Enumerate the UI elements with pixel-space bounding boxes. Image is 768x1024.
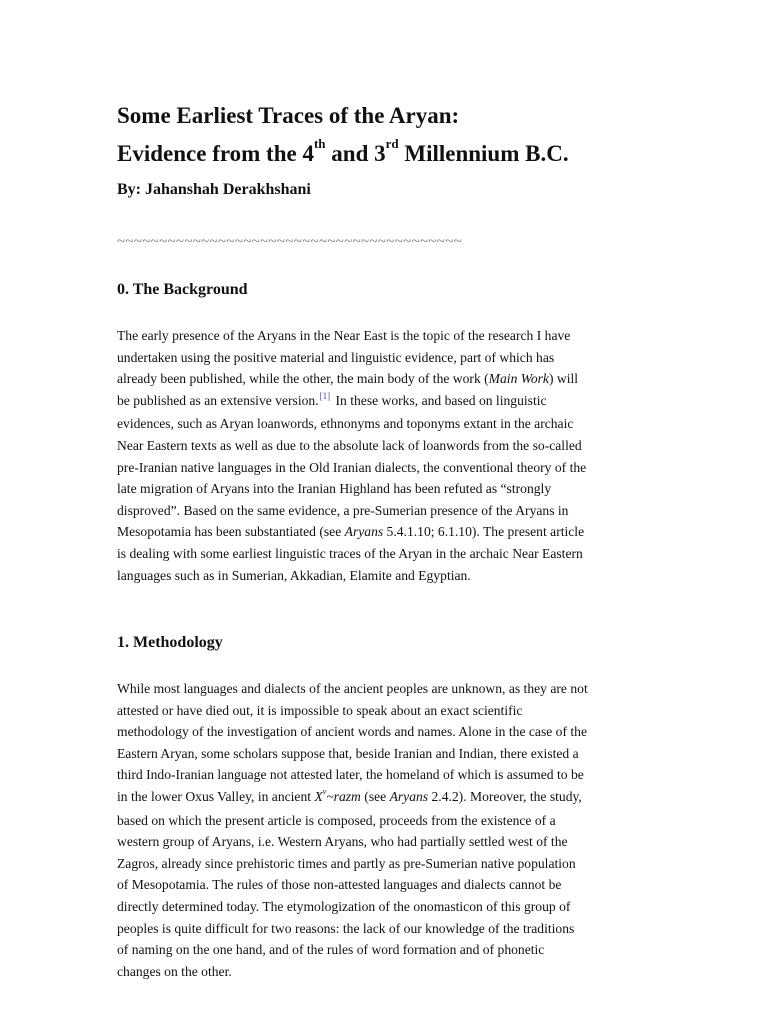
text-line xyxy=(117,786,655,810)
text-fragment: be published as an extensive version. xyxy=(117,392,319,408)
text-line: late migration of Aryans into the Iranian Highland has been refuted as “strongly xyxy=(117,481,552,497)
text-line xyxy=(117,521,655,543)
text-fragment: in the lower Oxus Valley, in ancient xyxy=(117,788,315,804)
text-fragment: ) will xyxy=(548,371,579,387)
text-line: changes on the other. xyxy=(117,963,232,979)
text-line: peoples is quite difficult for two reasons: the lack of our knowledge of the traditions xyxy=(117,920,575,936)
author-byline: By: Jahanshah Derakhshani xyxy=(117,181,311,198)
text-line: based on which the present article is composed, proceeds from the existence of a xyxy=(117,812,556,828)
text-fragment: In these works, and based on linguistic xyxy=(332,392,547,408)
text-line xyxy=(117,368,655,390)
italic-aryans: Aryans xyxy=(344,524,384,540)
title-superscript-rd: rd xyxy=(385,136,399,152)
text-line: is dealing with some earliest linguistic traces of the Aryan in the archaic Near Eastern xyxy=(117,545,583,561)
text-fragment: Mesopotamia has been substantiated (see xyxy=(117,524,345,540)
text-line: third Indo-Iranian language not attested later, the homeland of which is assumed to be xyxy=(117,767,584,783)
title-superscript-th: th xyxy=(313,136,326,152)
text-fragment: (see xyxy=(360,788,390,804)
text-line: western group of Aryans, i.e. Western Aryans, who had partially settled west of the xyxy=(117,834,568,850)
title-line-2-part-b: and 3 xyxy=(325,141,386,166)
xvarazm-rest: ~razm xyxy=(326,788,361,804)
text-fragment: 2.4.2). Moreover, the study, xyxy=(428,788,582,804)
paragraph-methodology xyxy=(117,678,655,982)
italic-main-work: Main Work xyxy=(488,371,549,387)
paragraph-background xyxy=(117,325,655,586)
text-line: languages such as in Sumerian, Akkadian, Elamite and Egyptian. xyxy=(117,567,471,583)
italic-aryans: Aryans xyxy=(389,788,429,804)
section-heading-methodology: 1. Methodology xyxy=(117,634,223,651)
xvarazm-x: X xyxy=(314,788,323,804)
text-fragment: already been published, while the other, the main body of the work ( xyxy=(117,371,489,387)
italic-xvarazm xyxy=(314,786,361,804)
text-line: methodology of the investigation of ancient words and names. Alone in the case of the xyxy=(117,724,587,740)
text-line: While most languages and dialects of the ancient peoples are unknown, as they are not xyxy=(117,681,588,696)
footnote-link-1[interactable]: [1] xyxy=(319,390,331,401)
text-line: evidences, such as Aryan loanwords, ethnonyms and toponyms extant in the archaic xyxy=(117,416,574,432)
text-line: pre-Iranian native languages in the Old Iranian dialects, the conventional theory of the xyxy=(117,459,587,475)
text-line: Zagros, already since prehistoric times and partly as pre-Sumerian native population xyxy=(117,855,576,871)
text-fragment: 5.4.1.10; 6.1.10). The present article xyxy=(383,524,585,540)
text-line: of naming on the one hand, and of the rules of word formation and of phonetic xyxy=(117,942,545,958)
text-line xyxy=(117,390,655,414)
text-line: of Mesopotamia. The rules of those non-attested languages and dialects cannot be xyxy=(117,877,562,893)
text-line: The early presence of the Aryans in the Near East is the topic of the research I have xyxy=(117,328,571,343)
text-line: Near Eastern texts as well as due to the absolute lack of loanwords from the so-called xyxy=(117,437,582,453)
document-title xyxy=(117,97,677,173)
text-line: undertaken using the positive material and linguistic evidence, part of which has xyxy=(117,349,555,365)
tilde-divider: ~~~~~~~~~~~~~~~~~~~~~~~~~~~~~~~~~~~~~~~~~ xyxy=(117,234,463,250)
text-line: attested or have died out, it is impossible to speak about an exact scientific xyxy=(117,702,523,718)
title-line-2-part-a: Evidence from the 4 xyxy=(117,141,314,166)
title-line-2 xyxy=(117,136,569,166)
text-line: Eastern Aryan, some scholars suppose that, beside Iranian and Indian, there existed a xyxy=(117,745,579,761)
title-line-1: Some Earliest Traces of the Aryan: xyxy=(117,103,460,128)
section-heading-background: 0. The Background xyxy=(117,281,248,298)
text-line: disproved”. Based on the same evidence, a pre-Sumerian presence of the Aryans in xyxy=(117,502,569,518)
xvarazm-superscript: v xyxy=(322,786,327,796)
title-line-2-part-c: Millennium B.C. xyxy=(398,141,569,166)
text-line: directly determined today. The etymologization of the onomasticon of this group of xyxy=(117,898,571,914)
